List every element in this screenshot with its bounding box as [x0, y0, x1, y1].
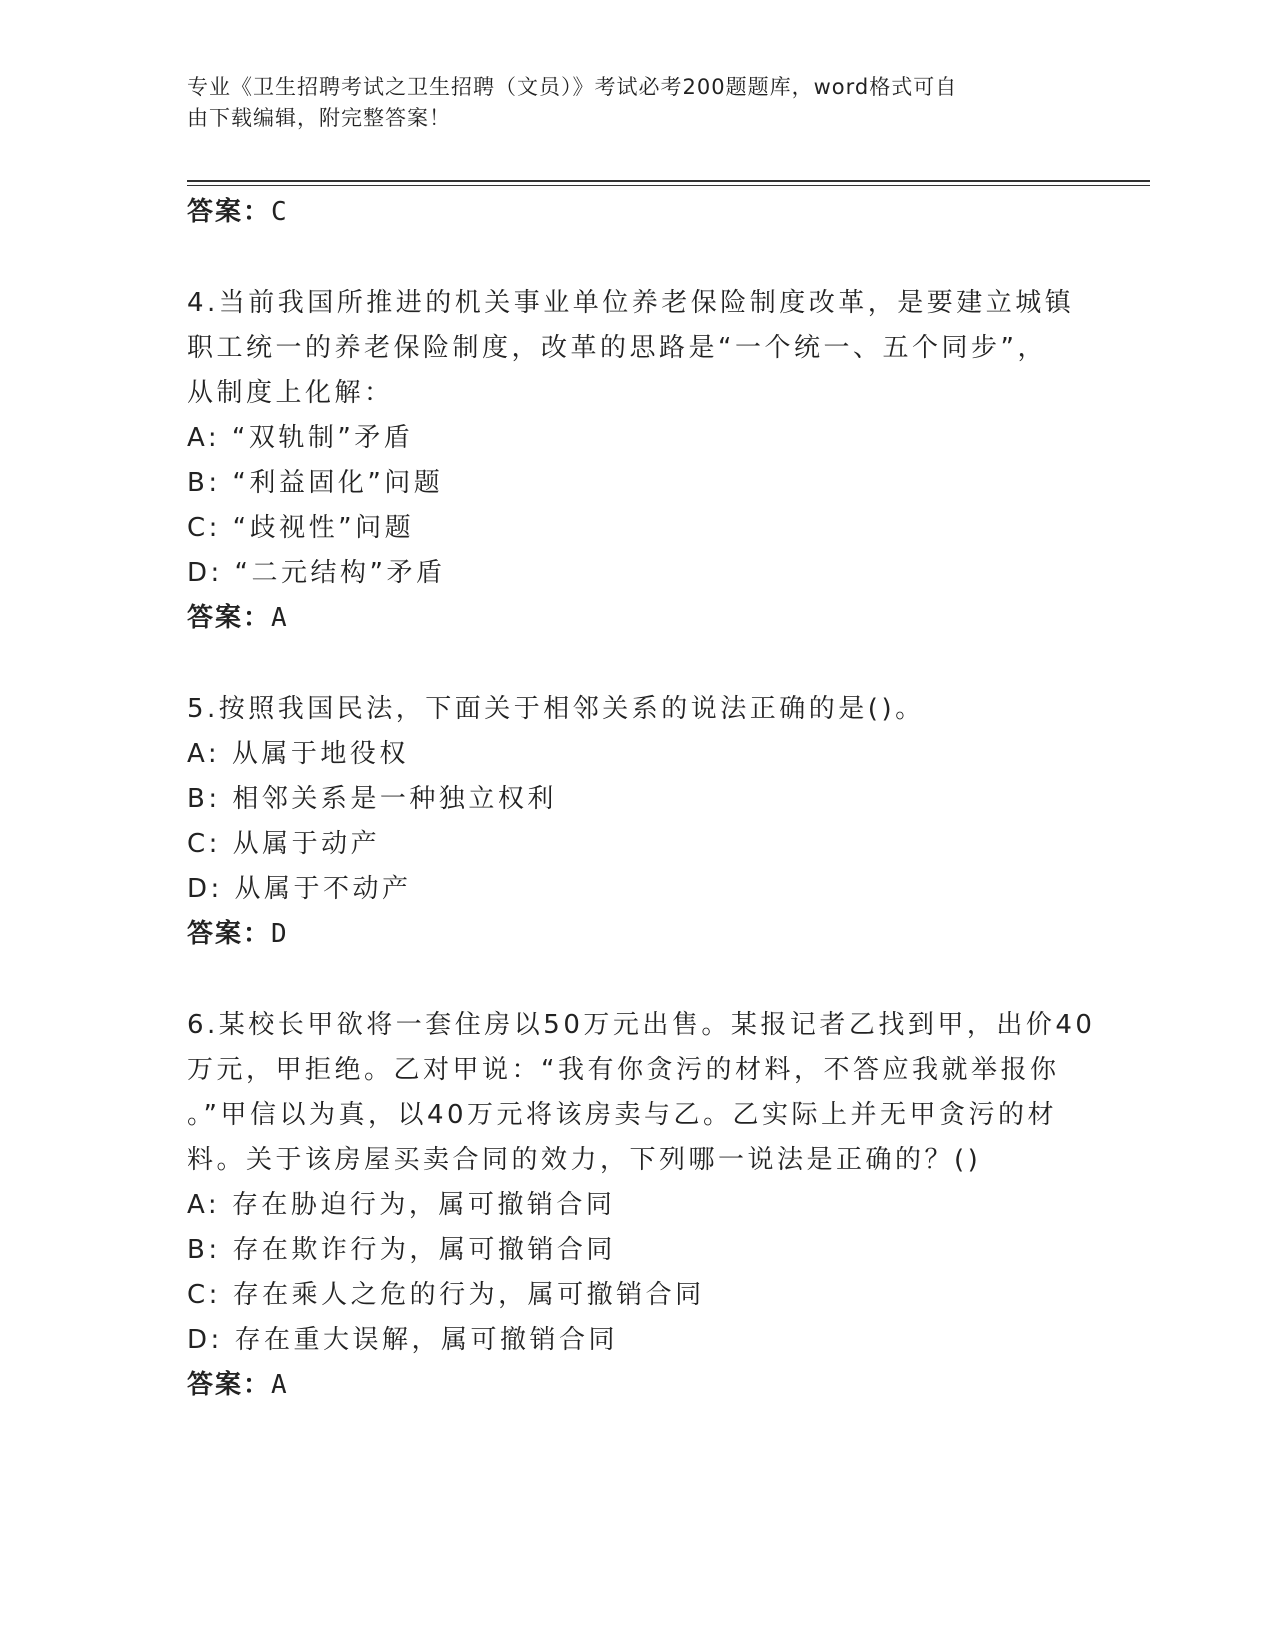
- option-a: A: 从属于地役权: [187, 739, 409, 769]
- spacer: [187, 641, 1087, 687]
- question-stem-line: 。”甲信以为真，以40万元将该房卖与乙。乙实际上并无甲贪污的材: [187, 1100, 1058, 1130]
- question-block: [187, 687, 1087, 957]
- option-a: A: “双轨制”矛盾: [187, 423, 414, 453]
- question-stem-line: 5.按照我国民法，下面关于相邻关系的说法正确的是()。: [187, 694, 925, 724]
- option-c: C: “歧视性”问题: [187, 513, 415, 543]
- answer-label: 答案：: [187, 1370, 272, 1400]
- answer-label: 答案：: [187, 197, 272, 227]
- option-d: D: “二元结构”矛盾: [187, 558, 446, 588]
- spacer: [187, 235, 1087, 281]
- option-d: D: 存在重大误解，属可撤销合同: [187, 1325, 619, 1355]
- option-b: B: 存在欺诈行为，属可撤销合同: [187, 1235, 616, 1265]
- question-stem-line: 4.当前我国所推进的机关事业单位养老保险制度改革，是要建立城镇: [187, 288, 1075, 318]
- answer-value: A: [271, 1370, 287, 1400]
- question-stem-line: 万元，甲拒绝。乙对甲说：“我有你贪污的材料，不答应我就举报你: [187, 1055, 1060, 1085]
- option-b: B: “利益固化”问题: [187, 468, 444, 498]
- question-block: [187, 1003, 1096, 1408]
- option-c: C: 从属于动产: [187, 829, 381, 859]
- question-block: [187, 281, 1087, 641]
- option-b: B: 相邻关系是一种独立权利: [187, 784, 557, 814]
- answer-value: C: [271, 197, 287, 227]
- header-line-1: 专业《卫生招聘考试之卫生招聘（文员）》考试必考200题题库，word格式可自: [187, 75, 958, 99]
- answer-line: [187, 596, 1087, 641]
- question-stem-line: 从制度上化解：: [187, 378, 394, 408]
- option-d: D: 从属于不动产: [187, 874, 412, 904]
- answer-label: 答案：: [187, 919, 272, 949]
- question-stem-line: 料。关于该房屋买卖合同的效力，下列哪一说法是正确的？(): [187, 1145, 982, 1175]
- answer-line: [187, 190, 1087, 235]
- question-stem-line: 职工统一的养老保险制度，改革的思路是“一个统一、五个同步”，: [187, 333, 1047, 363]
- answer-line: [187, 912, 1087, 957]
- header-line-2: 由下载编辑，附完整答案！: [187, 106, 451, 130]
- header-rule-thin: [187, 185, 1150, 186]
- document-header: [187, 72, 1057, 134]
- answer-value: D: [271, 919, 287, 949]
- option-c: C: 存在乘人之危的行为，属可撤销合同: [187, 1280, 705, 1310]
- answer-label: 答案：: [187, 603, 272, 633]
- question-list: [187, 190, 1096, 1408]
- spacer: [187, 957, 1087, 1003]
- answer-value: A: [271, 603, 287, 633]
- answer-line: [187, 1363, 1087, 1408]
- option-a: A: 存在胁迫行为，属可撤销合同: [187, 1190, 616, 1220]
- header-rule-thick: [187, 180, 1150, 182]
- question-stem-line: 6.某校长甲欲将一套住房以50万元出售。某报记者乙找到甲，出价40: [187, 1010, 1096, 1040]
